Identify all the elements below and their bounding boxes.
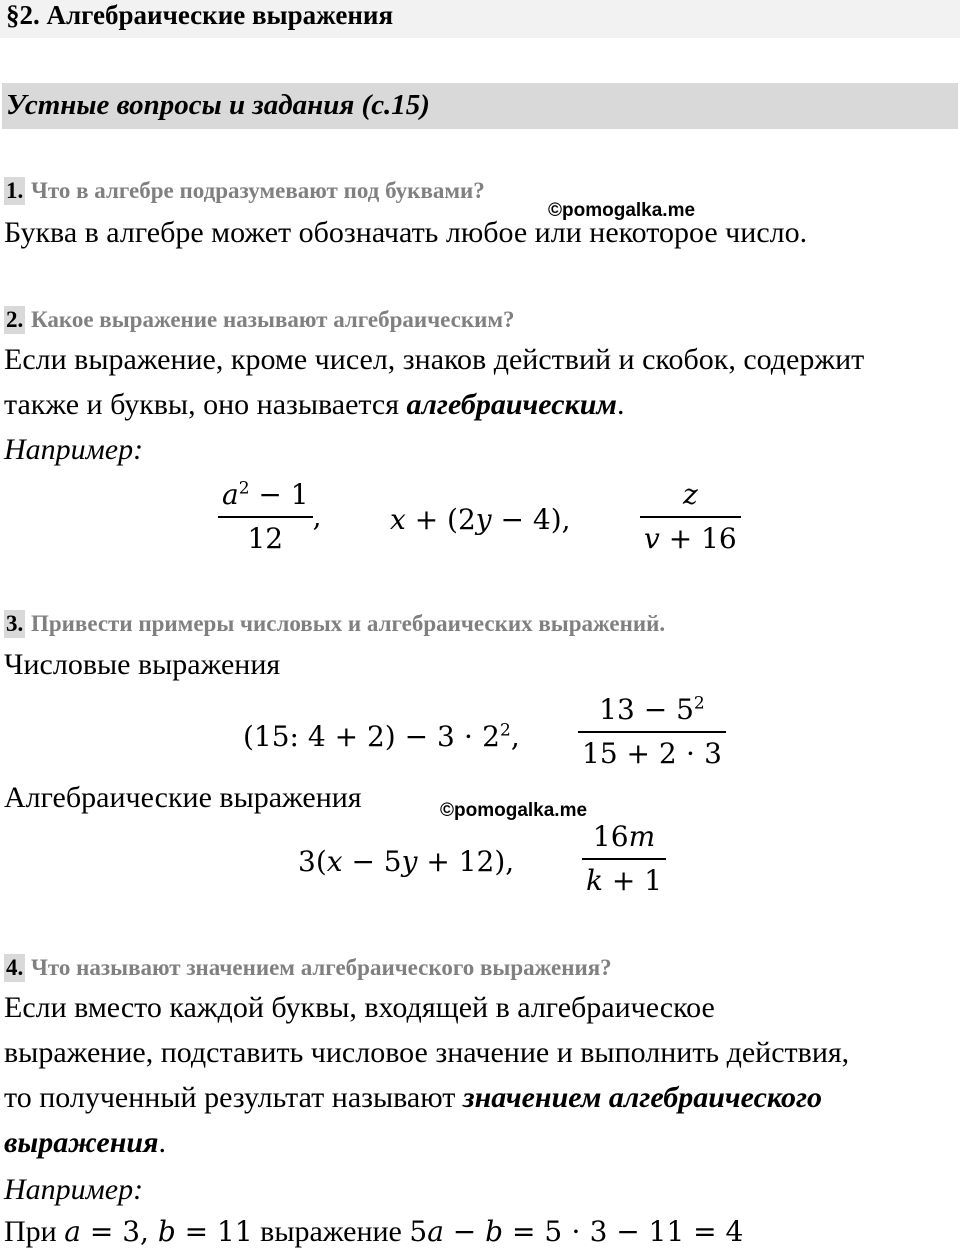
question-2: [4, 306, 515, 334]
term-algebraic: алгебраическим: [406, 388, 617, 421]
answer-4-line-1: Если вместо каждой буквы, входящей в алгебраическое: [4, 991, 715, 1024]
example-label: Например:: [4, 1173, 144, 1206]
formula-algebraic-2: $\frac{16m}{k + 1}$: [582, 820, 666, 898]
numeric-label: Числовые выражения: [4, 648, 281, 681]
answer-4-line-2: выражение, подставить числовое значение и выполнить действия,: [4, 1036, 850, 1069]
question-text: Какое выражение называют алгебраическим?: [31, 307, 515, 332]
formula-numeric-2: $\frac{13 - 5^2}{15 + 2 \cdot 3}$: [578, 693, 726, 771]
question-number: 1.: [6, 178, 24, 203]
example-label: Например:: [4, 433, 144, 466]
formula-fraction-z: $\frac{z}{v + 16}$: [640, 478, 741, 556]
formula-fraction-a: $\frac{a^2 - 1}{12}$ ,: [218, 478, 322, 556]
question-number: 4.: [6, 955, 24, 980]
answer-2-line-1: Если выражение, кроме чисел, знаков действий и скобок, содержит: [4, 343, 865, 376]
subheading: Устные вопросы и задания (с.15): [6, 89, 430, 121]
question-number: 3.: [6, 611, 24, 636]
answer-1: Буква в алгебре может обозначать любое или некоторое число.: [4, 216, 808, 249]
answer-4-line-4: выражения.: [4, 1126, 166, 1159]
formula-algebraic-1: 3(x − 5y + 12),: [298, 845, 515, 878]
section-heading: §2. Алгебраические выражения: [6, 0, 394, 30]
question-4: [4, 954, 612, 982]
term-value: значением алгебраического: [462, 1081, 823, 1114]
formula-sum: x + (2y − 4),: [390, 503, 571, 536]
example-line: При a = 3, b = 11 выражение 5a − b = 5 ⋅ 3 − 11 = 4: [4, 1215, 744, 1248]
question-3: [4, 610, 665, 638]
algebraic-label: Алгебраические выражения: [4, 781, 362, 814]
answer-2-line-2: также и буквы, оно называется алгебраическим.: [4, 388, 625, 421]
watermark: ©pomogalka.me: [440, 800, 588, 821]
question-text: Что называют значением алгебраического выражения?: [31, 955, 612, 980]
watermark: ©pomogalka.me: [548, 200, 696, 221]
answer-4-line-3: то полученный результат называют значением алгебраического: [4, 1081, 823, 1114]
formula-numeric-1: (15: $4 + 2) - 3 \cdot 2^2$,: [243, 720, 520, 753]
question-text: Что в алгебре подразумевают под буквами?: [31, 178, 485, 203]
question-text: Привести примеры числовых и алгебраических выражений.: [31, 611, 666, 636]
question-number: 2.: [6, 307, 24, 332]
question-1: [4, 177, 485, 205]
